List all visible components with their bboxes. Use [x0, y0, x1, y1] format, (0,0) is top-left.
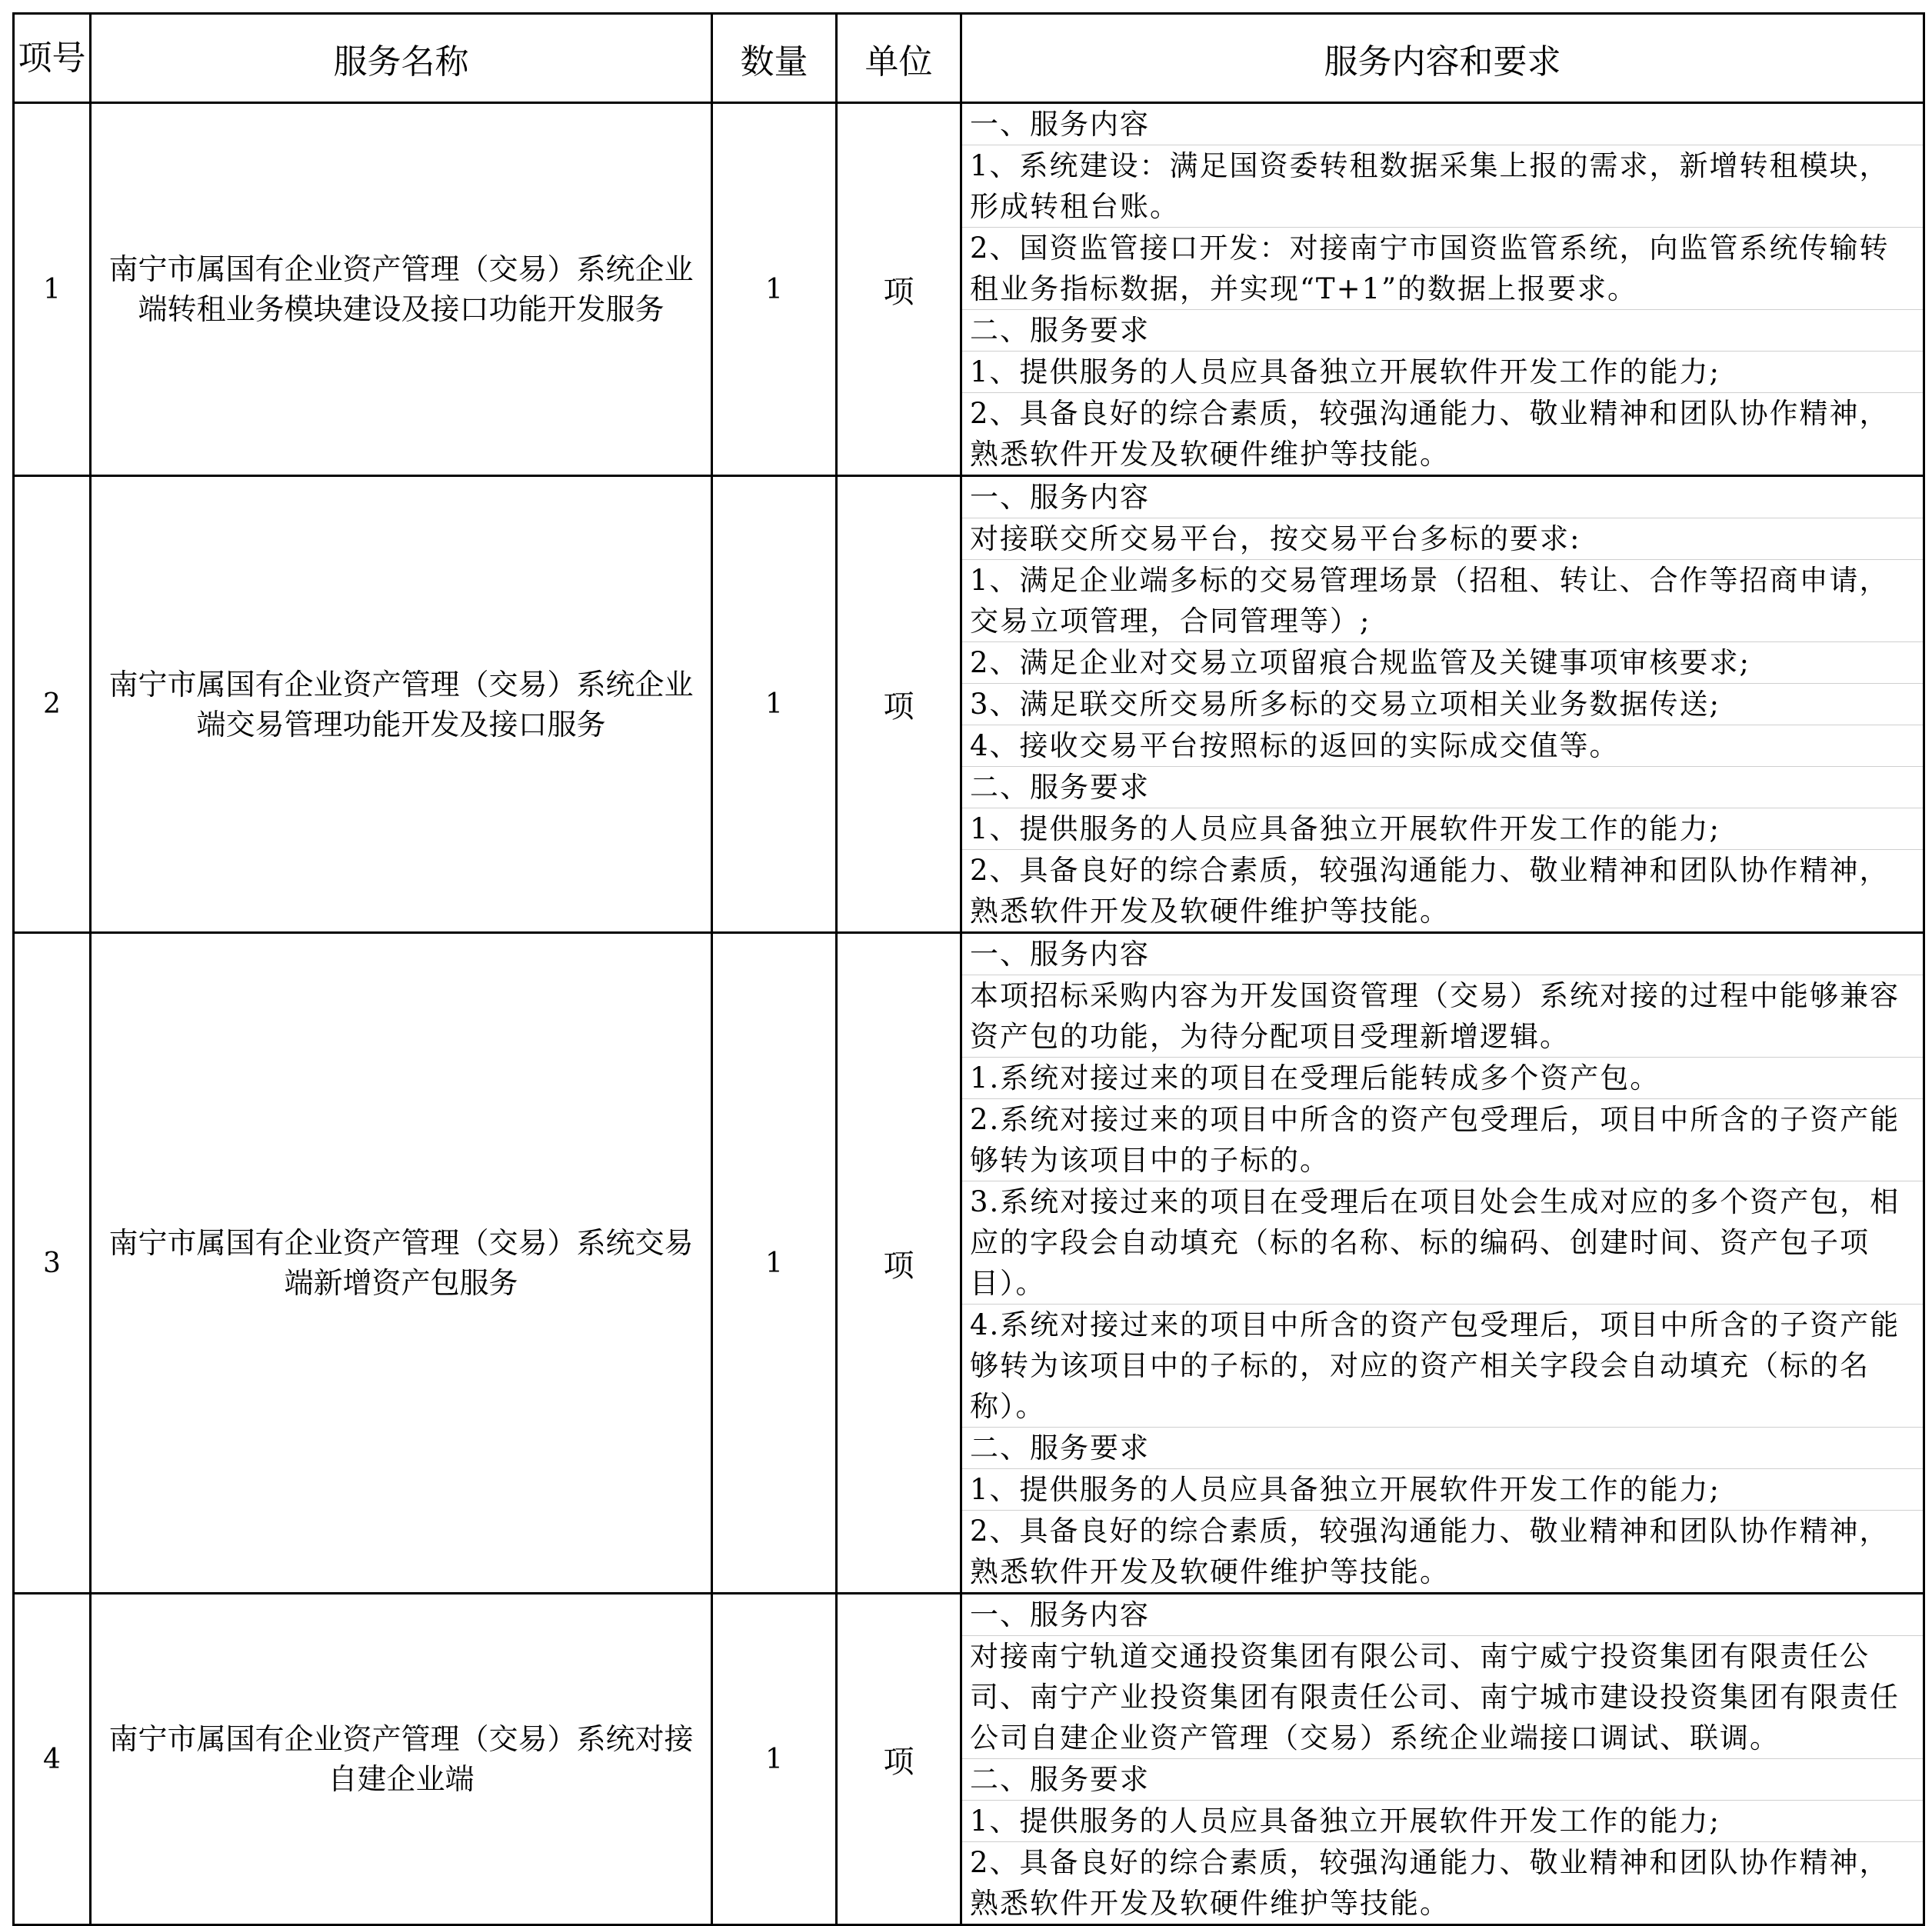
content-line: 1、满足企业端多标的交易管理场景（招租、转让、合作等招商申请，交易立项管理，合同管理等）;: [962, 560, 1923, 642]
row-service-name: 南宁市属国有企业资产管理（交易）系统对接自建企业端: [91, 1594, 712, 1925]
row-index: 1: [14, 103, 91, 476]
content-line: 1、系统建设：满足国资委转租数据采集上报的需求，新增转租模块，形成转租台账。: [962, 145, 1923, 228]
row-unit: 项: [837, 476, 961, 933]
content-line: 对接联交所交易平台，按交易平台多标的要求:: [962, 518, 1923, 560]
content-line: 二、服务要求: [962, 310, 1923, 352]
content-line: 3、满足联交所交易所多标的交易立项相关业务数据传送;: [962, 684, 1923, 725]
header-unit: 单位: [837, 14, 961, 103]
row-index: 4: [14, 1594, 91, 1925]
header-content: 服务内容和要求: [961, 14, 1924, 103]
header-name: 服务名称: [91, 14, 712, 103]
content-line: 一、服务内容: [962, 477, 1923, 518]
content-line: 2、具备良好的综合素质，较强沟通能力、敬业精神和团队协作精神，熟悉软件开发及软硬件维护等技能。: [970, 1846, 1890, 1920]
content-line: 1、提供服务的人员应具备独立开展软件开发工作的能力;: [962, 352, 1923, 393]
row-unit: 项: [837, 933, 961, 1594]
table-row: [14, 476, 1924, 933]
row-content: [961, 933, 1924, 1594]
content-line: 4.系统对接过来的项目中所含的资产包受理后，项目中所含的子资产能够转为该项目中的子标的，对应的资产相关字段会自动填充（标的名称）。: [962, 1305, 1923, 1428]
row-unit: 项: [837, 1594, 961, 1925]
row-quantity: 1: [712, 103, 837, 476]
content-line: 1、提供服务的人员应具备独立开展软件开发工作的能力;: [962, 808, 1923, 850]
content-line: 1、提供服务的人员应具备独立开展软件开发工作的能力;: [962, 1469, 1923, 1511]
row-quantity: 1: [712, 933, 837, 1594]
table-row: [14, 103, 1924, 476]
row-unit: 项: [837, 103, 961, 476]
content-line: 2、满足企业对交易立项留痕合规监管及关键事项审核要求;: [962, 642, 1923, 684]
service-table-sheet: [12, 12, 1923, 1920]
row-content: [961, 476, 1924, 933]
row-quantity: 1: [712, 1594, 837, 1925]
content-line: 一、服务内容: [962, 1594, 1923, 1636]
content-line: 二、服务要求: [962, 1759, 1923, 1801]
content-line: 1、提供服务的人员应具备独立开展软件开发工作的能力;: [962, 1801, 1923, 1842]
row-quantity: 1: [712, 476, 837, 933]
content-line: 二、服务要求: [962, 1428, 1923, 1469]
header-index: 项号: [14, 14, 91, 103]
content-line: 一、服务内容: [962, 934, 1923, 975]
content-line: 3.系统对接过来的项目在受理后在项目处会生成对应的多个资产包，相应的字段会自动填充（标的名称、标的编码、创建时间、资产包子项目）。: [962, 1181, 1923, 1305]
content-line: 2、具备良好的综合素质，较强沟通能力、敬业精神和团队协作精神，熟悉软件开发及软硬件维护等技能。: [970, 854, 1890, 928]
row-index: 2: [14, 476, 91, 933]
row-service-name: 南宁市属国有企业资产管理（交易）系统交易端新增资产包服务: [91, 933, 712, 1594]
content-line: 本项招标采购内容为开发国资管理（交易）系统对接的过程中能够兼容资产包的功能，为待分配项目受理新增逻辑。: [962, 975, 1923, 1058]
content-line: 1.系统对接过来的项目在受理后能转成多个资产包。: [962, 1058, 1923, 1099]
service-table: [12, 12, 1925, 1926]
content-line: 2、具备良好的综合素质，较强沟通能力、敬业精神和团队协作精神，熟悉软件开发及软硬件维护等技能。: [970, 1514, 1890, 1588]
table-row: [14, 1594, 1924, 1925]
row-content: [961, 1594, 1924, 1925]
table-row: [14, 933, 1924, 1594]
content-line: 对接南宁轨道交通投资集团有限公司、南宁威宁投资集团有限责任公司、南宁产业投资集团有限责任公司、南宁城市建设投资集团有限责任公司自建企业资产管理（交易）系统企业端接口调试、联调。: [962, 1636, 1923, 1759]
header-row: [14, 14, 1924, 103]
content-line: 2.系统对接过来的项目中所含的资产包受理后，项目中所含的子资产能够转为该项目中的子标的。: [962, 1099, 1923, 1181]
content-line: 4、接收交易平台按照标的返回的实际成交值等。: [962, 725, 1923, 767]
content-line: 2、具备良好的综合素质，较强沟通能力、敬业精神和团队协作精神，熟悉软件开发及软硬件维护等技能。: [970, 397, 1890, 471]
row-content: [961, 103, 1924, 476]
row-service-name: 南宁市属国有企业资产管理（交易）系统企业端交易管理功能开发及接口服务: [91, 476, 712, 933]
content-line: 二、服务要求: [962, 767, 1923, 808]
header-quantity: 数量: [712, 14, 837, 103]
row-index: 3: [14, 933, 91, 1594]
row-service-name: 南宁市属国有企业资产管理（交易）系统企业端转租业务模块建设及接口功能开发服务: [91, 103, 712, 476]
content-line: 一、服务内容: [962, 104, 1923, 145]
content-line: 2、国资监管接口开发：对接南宁市国资监管系统，向监管系统传输转租业务指标数据，并实现“T+1”的数据上报要求。: [962, 228, 1923, 310]
